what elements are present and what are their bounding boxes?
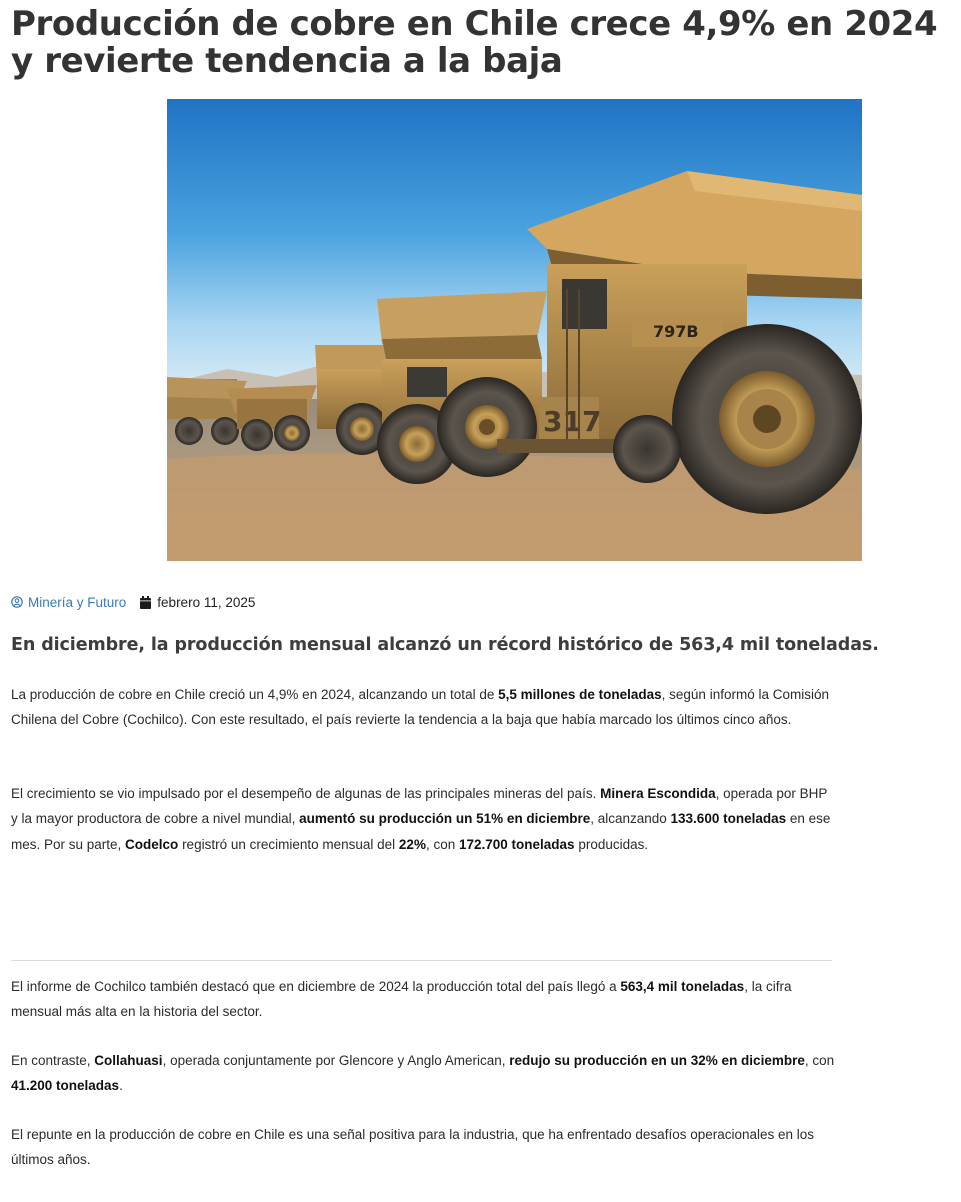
article-lead: En diciembre, la producción mensual alcanzó un récord histórico de 563,4 mil toneladas.: [11, 635, 879, 655]
article-title: Producción de cobre en Chile crece 4,9% en 2024 y revierte tendencia a la baja: [11, 4, 938, 81]
section-divider: [11, 960, 832, 961]
paragraph-4: En contraste, Collahuasi, operada conjuntamente por Glencore y Anglo American, redujo su producción en un 32% en diciembre, con 41.200 toneladas.: [11, 1053, 835, 1094]
publish-date-text: febrero 11, 2025: [157, 594, 256, 610]
calendar-icon: [140, 596, 151, 609]
paragraph-5: El repunte en la producción de cobre en Chile es una señal positiva para la industria, que ha enfrentado desafíos operacionales en los últimos años.: [11, 1127, 815, 1168]
hero-image: [167, 99, 862, 561]
user-circle-icon: [11, 596, 23, 608]
truck-number-317: 317: [543, 405, 602, 438]
author-name: Minería y Futuro: [28, 594, 127, 610]
publish-date: [140, 595, 255, 610]
author-link[interactable]: [11, 595, 126, 610]
mining-haul-trucks-photo: [167, 99, 862, 561]
truck-number-797b: 797B: [653, 322, 699, 341]
paragraph-3: El informe de Cochilco también destacó que en diciembre de 2024 la producción total del país llegó a 563,4 mil toneladas, la cifra mensual más alta en la historia del sector.: [11, 979, 792, 1020]
paragraph-2: El crecimiento se vio impulsado por el desempeño de algunas de las principales mineras del país. Minera Escondida, operada por BHP y la mayor productora de cobre a nivel mundial, aumentó su producción un 51% en diciembre, alcanzando 133.600 toneladas en ese mes. Por su parte, Codelco registró un crecimiento mensual del 22%, con 172.700 toneladas producidas.: [11, 786, 831, 852]
article-meta: [11, 593, 255, 611]
paragraph-1: La producción de cobre en Chile creció un 4,9% en 2024, alcanzando un total de 5,5 millones de toneladas, según informó la Comisión Chilena del Cobre (Cochilco). Con este resultado, el país revierte la tendencia a la baja que había marcado los últimos cinco años.: [11, 687, 829, 728]
